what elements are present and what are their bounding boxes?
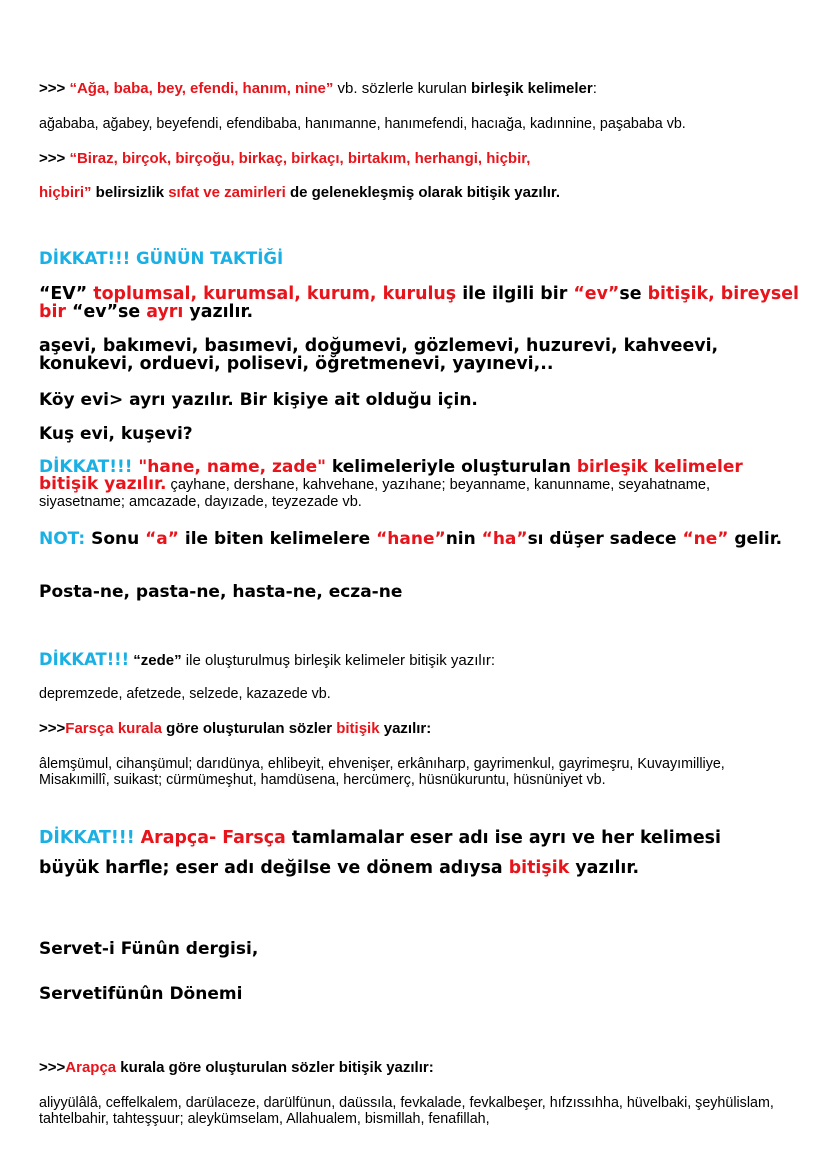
zede-rule: DİKKAT!!! “zede” ile oluşturulmuş birleşik kelimeler bitişik yazılır: bbox=[39, 650, 496, 669]
farsca-rule: >>>Farsça kurala göre oluşturulan sözler bitişik yazılır: bbox=[39, 720, 432, 737]
indefinite-rule-line-2: hiçbiri” belirsizlik sıfat ve zamirleri de gelenekleşmiş olarak bitişik yazılır. bbox=[39, 184, 561, 201]
hane-name-zade-rule: DİKKAT!!! "hane, name, zade" kelimeleriyle oluşturulan birleşik kelimeler bitişik yazılır. çayhane, dershane, kahvehane, yazıhane; beyanname, kanunname, seyahatname, siyasetname; amcazade, dayızade, teyzezade vb. bbox=[39, 457, 743, 510]
ev-examples: aşevi, bakımevi, basımevi, doğumevi, gözlemevi, huzurevi, kahveevi, konukevi, orduevi, polisevi, öğretmenevi, yayınevi,.. bbox=[39, 336, 719, 374]
arapca-farsca-rule-line-2: büyük harfle; eser adı değilse ve dönem adıysa bitişik yazılır. bbox=[39, 858, 640, 878]
zede-examples: depremzede, afetzede, selzede, kazazede vb. bbox=[39, 686, 331, 702]
compound-rule-1: >>> “Ağa, baba, bey, efendi, hanım, nine” vb. sözlerle kurulan birleşik kelimeler: bbox=[39, 80, 597, 97]
posta-examples: Posta-ne, pasta-ne, hasta-ne, ecza-ne bbox=[39, 582, 403, 602]
ev-rule: “EV” toplumsal, kurumsal, kurum, kuruluş ile ilgili bir “ev”se bitişik, bireysel bir “ev”se ayrı yazılır. bbox=[39, 284, 800, 322]
kus-evi-question: Kuş evi, kuşevi? bbox=[39, 424, 193, 444]
tactic-heading: DİKKAT!!! GÜNÜN TAKTİĞİ bbox=[39, 249, 284, 268]
arapca-farsca-rule-line-1: DİKKAT!!! Arapça- Farsça tamlamalar eser adı ise ayrı ve her kelimesi bbox=[39, 828, 721, 848]
koy-evi-note: Köy evi> ayrı yazılır. Bir kişiye ait olduğu için. bbox=[39, 390, 478, 410]
hane-note: NOT: Sonu “a” ile biten kelimelere “hane”nin “ha”sı düşer sadece “ne” gelir. bbox=[39, 529, 783, 549]
arapca-examples: aliyyülâlâ, ceffelkalem, darülaceze, darülfünun, daüssıla, fevkalade, fevkalbeşer, hıfzıssıhha, hüvelbaki, şeyhülislam, tahtelbahir, tahteşşuur; aleykümselam, Allahualem, bismillah, fenafillah, bbox=[39, 1095, 774, 1127]
servet-example-2: Servetifünûn Dönemi bbox=[39, 984, 243, 1004]
farsca-examples: âlemşümul, cihanşümul; darıdünya, ehlibeyit, ehvenişer, erkânıharp, gayrimenkul, gayrimeşru, Kuvayımilliye, Misakımillî, suikast; cürmümeşhut, hamdüsena, hercümerç, hüsnükuruntu, hüsnüniyet vb. bbox=[39, 756, 725, 788]
compound-examples-1: ağababa, ağabey, beyefendi, efendibaba, hanımanne, hanımefendi, hacıağa, kadınnine, paşababa vb. bbox=[39, 116, 686, 132]
indefinite-rule-line-1: >>> “Biraz, birçok, birçoğu, birkaç, birkaçı, birtakım, herhangi, hiçbir, bbox=[39, 150, 531, 167]
arapca-rule: >>>Arapça kurala göre oluşturulan sözler bitişik yazılır: bbox=[39, 1059, 434, 1076]
servet-example-1: Servet-i Fünûn dergisi, bbox=[39, 939, 259, 959]
